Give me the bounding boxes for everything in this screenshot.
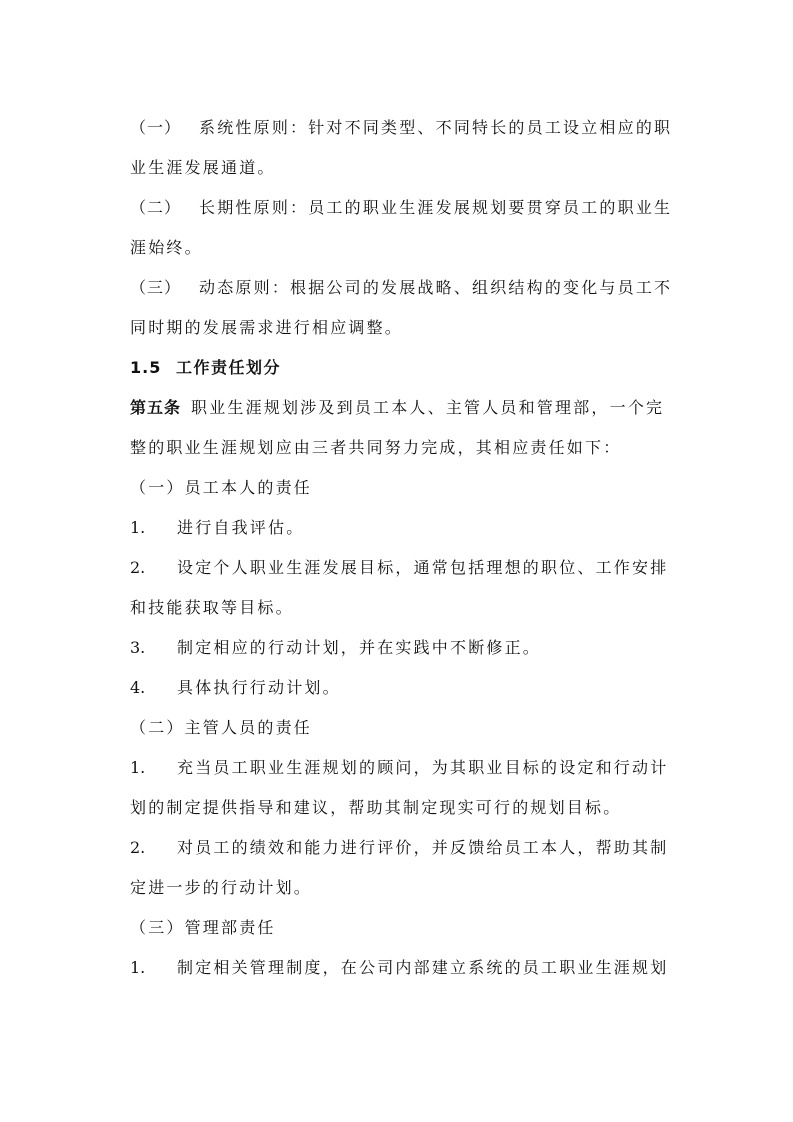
- article-text: 职业生涯规划涉及到员工本人、主管人员和管理部，一个完: [191, 398, 665, 417]
- article-continuation: 整的职业生涯规划应由三者共同努力完成，其相应责任如下：: [130, 438, 622, 457]
- principle-index: （二）: [130, 198, 182, 217]
- responsibility-group: [130, 708, 669, 908]
- item-text: 制定相应的行动计划，并在实践中不断修正。: [177, 638, 542, 657]
- section-heading: [130, 348, 660, 388]
- group-heading: （二）主管人员的责任: [130, 718, 313, 737]
- item-text: 充当员工职业生涯规划的顾问，为其职业目标的设定和行动计: [177, 758, 669, 777]
- article-line: [130, 388, 665, 428]
- item-number: 1.: [130, 518, 146, 537]
- item-text: 设定个人职业生涯发展目标，通常包括理想的职位、工作安排: [177, 558, 669, 577]
- principle-item: [130, 108, 673, 188]
- item-number: 2.: [130, 838, 146, 857]
- item-number: 2.: [130, 558, 146, 577]
- section-title: 工作责任划分: [176, 358, 282, 377]
- list-item: [130, 828, 669, 868]
- list-item: [130, 548, 669, 588]
- item-number: 4.: [130, 678, 146, 697]
- principle-text: 动态原则：根据公司的发展战略、组织结构的变化与员工不: [199, 278, 673, 297]
- item-text: 进行自我评估。: [177, 518, 305, 537]
- group-heading: （一）员工本人的责任: [130, 478, 313, 497]
- item-text: 对员工的绩效和能力进行评价，并反馈给员工本人，帮助其制: [177, 838, 669, 857]
- item-continuation: 划的制定提供指导和建议，帮助其制定现实可行的规划目标。: [130, 798, 622, 817]
- item-text: 具体执行行动计划。: [177, 678, 341, 697]
- list-item: [130, 628, 660, 668]
- article-lead: 第五条: [130, 398, 182, 417]
- principle-continuation: 涯始终。: [130, 238, 203, 257]
- group-heading: （三）管理部责任: [130, 918, 276, 937]
- principle-line: [130, 268, 673, 308]
- list-item: [130, 948, 669, 988]
- principle-item: [130, 188, 673, 268]
- item-number: 3.: [130, 638, 146, 657]
- principle-text: 长期性原则：员工的职业生涯发展规划要贯穿员工的职业生: [199, 198, 673, 217]
- principle-continuation: 业生涯发展通道。: [130, 158, 276, 177]
- item-number: 1.: [130, 958, 146, 977]
- item-continuation: 和技能获取等目标。: [130, 598, 294, 617]
- responsibility-group: [130, 908, 669, 988]
- principle-line: [130, 108, 673, 148]
- principle-item: [130, 268, 673, 348]
- principle-index: （一）: [130, 118, 182, 137]
- principle-line: [130, 188, 673, 228]
- section-number: 1.5: [130, 358, 162, 377]
- principle-index: （三）: [130, 278, 182, 297]
- list-item: [130, 668, 660, 708]
- principle-continuation: 同时期的发展需求进行相应调整。: [130, 318, 404, 337]
- item-number: 1.: [130, 758, 146, 777]
- item-continuation: 定进一步的行动计划。: [130, 878, 313, 897]
- responsibility-group: [130, 468, 669, 708]
- list-item: [130, 508, 660, 548]
- item-text: 制定相关管理制度，在公司内部建立系统的员工职业生涯规划: [177, 958, 669, 977]
- article-paragraph: [130, 388, 665, 468]
- principle-text: 系统性原则：针对不同类型、不同特长的员工设立相应的职: [199, 118, 673, 137]
- document-page: [130, 108, 673, 988]
- list-item: [130, 748, 669, 788]
